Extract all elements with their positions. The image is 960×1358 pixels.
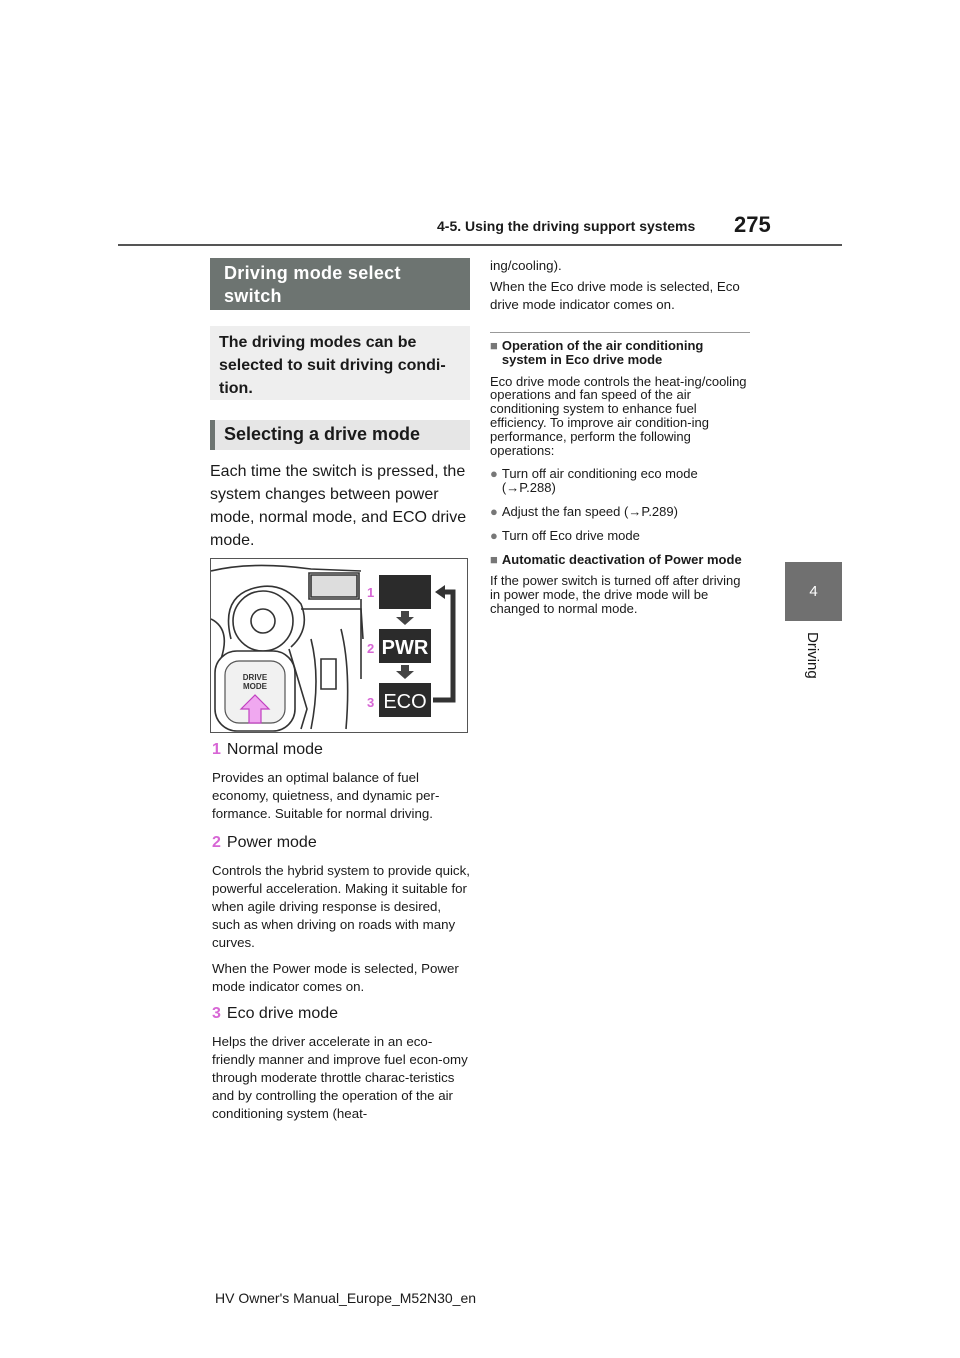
list-item: ● Turn off air conditioning eco mode (→P.288) [490, 466, 698, 496]
normal-mode-indicator [379, 575, 431, 609]
list-item [212, 738, 470, 823]
loop-arrow-icon [435, 585, 445, 599]
item-number: 2 [212, 834, 221, 851]
item-desc: Provides an optimal balance of fuel economy, quietness, and dynamic per-formance. Suitable for normal driving. [212, 770, 440, 821]
chapter-tab: 4 [785, 562, 842, 621]
page-number: 275 [734, 212, 771, 237]
list-item: ● Turn off Eco drive mode [490, 527, 640, 543]
ac-heading: Operation of the air conditioning system in Eco drive mode [501, 338, 704, 367]
intro-paragraph: Each time the switch is pressed, the system changes between power mode, normal mode, and ECO drive mode. [210, 463, 467, 549]
deactivation-heading: Automatic deactivation of Power mode [501, 551, 742, 567]
square-bullet-icon: ■ [490, 338, 498, 353]
dot-bullet-icon: ● [490, 503, 498, 519]
item-number: 1 [212, 741, 221, 758]
callout-3: 3 [367, 695, 375, 710]
drive-mode-line2: MODE [243, 682, 267, 691]
down-arrow-icon [396, 611, 414, 625]
ac-paragraph: Eco drive mode controls the heat-ing/cooling operations and fan speed of the air conditioning system to enhance fuel efficiency. To improve air condition-ing performance, perform the following operations: [490, 373, 747, 458]
item-desc: When the Power mode is selected, Power mode indicator comes on. [212, 961, 459, 994]
page-title: Driving mode select switch [210, 258, 470, 310]
cycle-loop-line [433, 592, 453, 700]
sub-heading: Selecting a drive mode [210, 420, 470, 450]
continued-text: ing/cooling). [490, 258, 562, 273]
divider [490, 332, 750, 333]
callout-2: 2 [367, 641, 375, 656]
item-label: Eco drive mode [226, 1005, 339, 1022]
drive-mode-line1: DRIVE [242, 673, 268, 682]
down-arrow-icon [396, 665, 414, 679]
deactivation-paragraph: If the power switch is turned off after driving in power mode, the drive mode will be changed to normal mode. [490, 573, 741, 616]
intro-box: The driving modes can be selected to suit driving condi-tion. [210, 326, 470, 400]
chapter-label: Driving [804, 632, 821, 679]
eco-indicator-text: When the Eco drive mode is selected, Eco drive mode indicator comes on. [490, 279, 740, 312]
item-number: 3 [212, 1005, 221, 1022]
pwr-label: PWR [381, 637, 429, 659]
list-item [212, 831, 470, 996]
dashboard-illustration [211, 559, 467, 732]
list-item [212, 1002, 470, 1123]
header-rule [118, 244, 842, 246]
section-title: 4-5. Using the driving support systems [437, 218, 696, 234]
item-label: Normal mode [226, 741, 323, 758]
square-bullet-icon: ■ [490, 551, 498, 567]
item-desc: Helps the driver accelerate in an eco-friendly manner and improve fuel econ-omy through moderate throttle charac-teristics and by controlling the operation of the air conditioning system (heat- [212, 1034, 468, 1121]
footer: HV Owner's Manual_Europe_M52N30_en [215, 1290, 477, 1306]
item-desc: Controls the hybrid system to provide quick, powerful acceleration. Making it suitable for when agile driving response is desired, such as when driving on roads with many curves. [212, 863, 470, 950]
eco-label: ECO [383, 691, 427, 713]
mode-list [212, 738, 470, 1123]
drive-mode-figure [210, 558, 468, 733]
list-item: ● Adjust the fan speed (→P.289) [490, 503, 678, 519]
dot-bullet-icon: ● [490, 466, 498, 482]
dot-bullet-icon: ● [490, 527, 498, 543]
ac-section [490, 339, 750, 616]
item-label: Power mode [226, 834, 317, 851]
callout-1: 1 [367, 585, 375, 600]
